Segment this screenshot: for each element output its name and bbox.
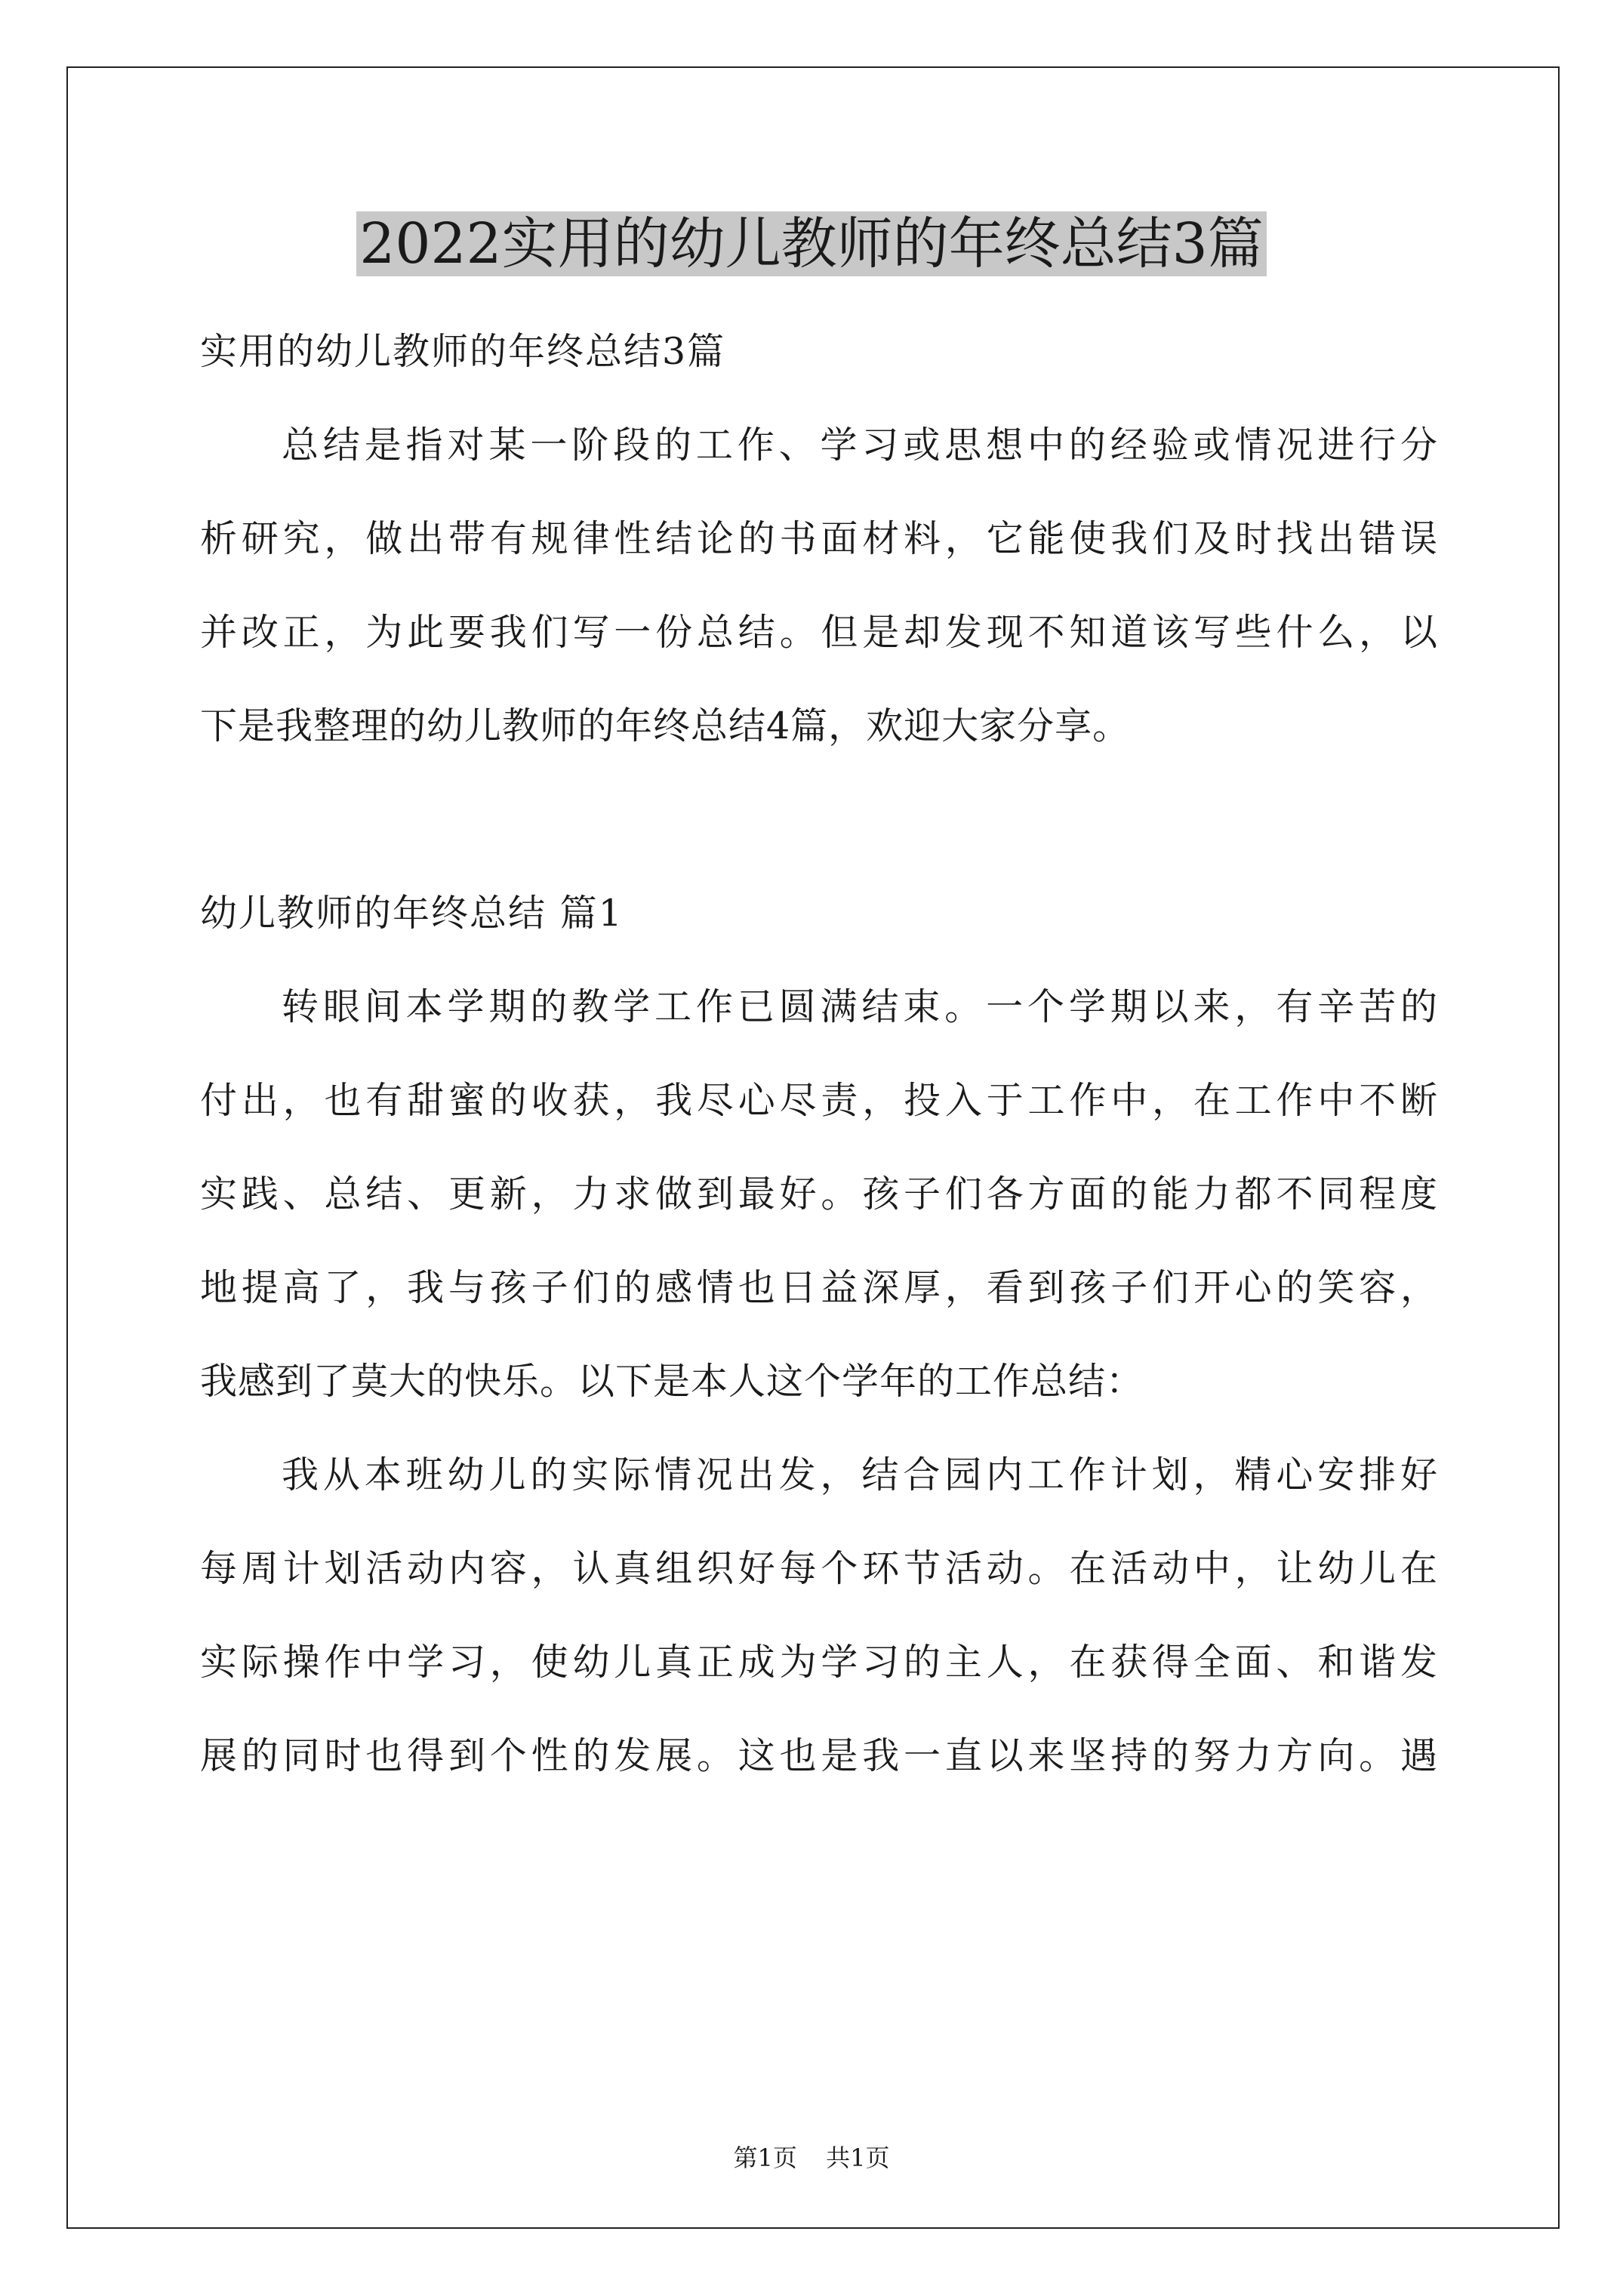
text-line: 总结是指对某一阶段的工作、学习或思想中的经验或情况进行分 bbox=[282, 424, 1438, 467]
text-line: 展的同时也得到个性的发展。这也是我一直以来坚持的努力方向。遇 bbox=[200, 1734, 1438, 1777]
text-line: 并改正，为此要我们写一份总结。但是却发现不知道该写些什么，以 bbox=[200, 611, 1438, 654]
document-title bbox=[0, 202, 1623, 285]
page-number-current: 第1页 bbox=[733, 2143, 797, 2172]
paragraph-1 bbox=[200, 960, 1438, 1428]
page-number-total: 共1页 bbox=[826, 2143, 890, 2172]
document-title-text: 2022实用的幼儿教师的年终总结3篇 bbox=[356, 211, 1266, 276]
text-line: 每周计划活动内容，认真组织好每个环节活动。在活动中，让幼儿在 bbox=[200, 1547, 1438, 1590]
text-line: 析研究，做出带有规律性结论的书面材料，它能使我们及时找出错误 bbox=[200, 517, 1438, 560]
text-line: 实践、总结、更新，力求做到最好。孩子们各方面的能力都不同程度 bbox=[200, 1173, 1438, 1216]
section-heading: 幼儿教师的年终总结 篇1 bbox=[200, 892, 624, 935]
text-line: 付出，也有甜蜜的收获，我尽心尽责，投入于工作中，在工作中不断 bbox=[200, 1079, 1438, 1122]
blank-line bbox=[200, 773, 1438, 867]
page-footer bbox=[0, 2141, 1623, 2174]
text-line: 我感到了莫大的快乐。以下是本人这个学年的工作总结： bbox=[200, 1360, 1144, 1403]
document-subtitle: 实用的幼儿教师的年终总结3篇 bbox=[200, 330, 726, 373]
text-line: 下是我整理的幼儿教师的年终总结4篇，欢迎大家分享。 bbox=[200, 704, 1131, 747]
text-line: 地提高了，我与孩子们的感情也日益深厚，看到孩子们开心的笑容， bbox=[200, 1266, 1438, 1309]
text-line: 我从本班幼儿的实际情况出发，结合园内工作计划，精心安排好 bbox=[282, 1453, 1438, 1496]
text-line: 实际操作中学习，使幼儿真正成为学习的主人，在获得全面、和谐发 bbox=[200, 1641, 1438, 1684]
intro-paragraph bbox=[200, 399, 1438, 773]
document-body bbox=[200, 305, 1438, 1803]
text-line: 转眼间本学期的教学工作已圆满结束。一个学期以来，有辛苦的 bbox=[282, 985, 1438, 1028]
paragraph-2 bbox=[200, 1428, 1438, 1803]
